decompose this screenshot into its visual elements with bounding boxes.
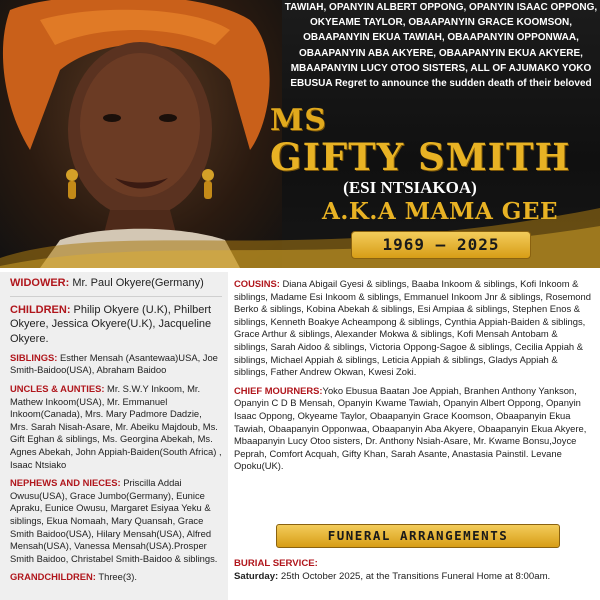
cousins-value: Diana Abigail Gyesi & siblings, Baaba Inkoom & siblings, Kofi Inkoom & siblings, Madame Esi Inkoom & siblings, Emmanuel Inkoom Jnr & siblings, Rosemond Berko & siblings, Kobina Abekah & siblings, Esi Ampiaa & siblings, Stephen Enos & siblings, Kenneth Boakye Acheampong & siblings, Cynthia Appiah-Baiden & siblings, Grace Arthur & siblings, Alexander Mokwa & siblings, Kofi Mensah Antobam & siblings, Sarah Aidoo & siblings, Victoria Oppong-Sagoe & siblings, Cecilia Appiah & siblings, Michael Appiah & siblings, Leticia Appiah & siblings, Gladys Appiah & siblings, Father Andrew Okwan, Kwesi Zoki. (234, 278, 591, 378)
burial-service-label: BURIAL SERVICE: (234, 558, 318, 569)
burial-service-section (234, 557, 600, 583)
chief-mourners-label: CHIEF MOURNERS: (234, 384, 323, 396)
deceased-alias: (ESI NTSIAKOA) (343, 178, 477, 197)
chief-mourners-section (234, 385, 592, 473)
uncles-aunties-label: UNCLES & AUNTIES: (10, 383, 105, 394)
grandchildren-value: Three(3). (95, 571, 137, 583)
burial-details-text: 25th October 2025, at the Transitions Funeral Home at 8:00am. (278, 571, 551, 582)
cousins-section (234, 278, 592, 379)
children-section (10, 303, 222, 346)
divider (10, 296, 222, 297)
uncles-aunties-section (10, 383, 222, 471)
nephews-nieces-section (10, 477, 222, 565)
family-right-column (234, 272, 600, 479)
burial-service-details (234, 570, 600, 583)
burial-day: Saturday: (234, 571, 279, 582)
widower-value: Mr. Paul Okyere(Germany) (69, 277, 204, 289)
siblings-label: SIBLINGS: (10, 351, 58, 363)
grandchildren-section (10, 571, 222, 584)
widower-label: WIDOWER: (10, 277, 70, 289)
children-value: Philip Okyere (U.K), Philbert Okyere, Jessica Okyere(U.K), Jacqueline Okyere. (10, 304, 212, 345)
deceased-name: GIFTY SMITH (270, 135, 571, 179)
children-label: CHILDREN: (10, 304, 71, 317)
siblings-value: Esther Mensah (Asantewaa)USA, Joe Smith-Baidoo(USA), Abraham Baidoo (10, 351, 218, 376)
deceased-aka: A.K.A MAMA GEE (321, 198, 559, 225)
nephews-nieces-value: Priscilla Addai Owusu(USA), Grace Jumbo(Germany), Eunice Apraku, Eunice Owusu, Margaret Esiyaa Yeku & siblings, Ekua Nomaah, Mary Quansah, Grace Smith Baidoo(USA), Hilary Mensah(USA), Alfred Mensah(USA), Vanessa Mensah(USA).Prosper Smith Baidoo, Christabel Smith-Baidoo & siblings. (10, 477, 218, 564)
chief-mourners-value: Yoko Ebusua Baatan Joe Appiah, Branhen Anthony Yankson, Opanyin C D B Mensah, Opanyin Kwame Tawiah, Opanyin Albert Oppong, Opanyin Isaac Oppong, Okyeame Taylor, Obaapanyin Grace Koomson, Obaapanyin Ekua Tawiah, Obaapanyin Opponwaa, Obaapanyin Aba Akyere, Obaapanyin Ekua Akyere, Mbaapanyin Lucy Otoo sisters, Dr. Anthony Nsiah-Asare, Mr. Kwame Bonsu,Joyce Peprah, Comfort Acquah, Gifty Khan, Sarah Asante, Anastasia Painstil. Levane Opoku(UK). (234, 384, 587, 472)
cousins-label: COUSINS: (234, 278, 280, 289)
life-years-badge: 1969 – 2025 (351, 231, 531, 259)
title-prefix: MS (270, 103, 327, 138)
siblings-section (10, 352, 222, 377)
grandchildren-label: GRANDCHILDREN: (10, 571, 96, 583)
nephews-nieces-label: NEPHEWS AND NIECES: (10, 477, 121, 489)
widower-section (10, 276, 222, 290)
uncles-aunties-value: Mr. S.W.Y Inkoom, Mr. Mathew Inkoom(USA), Mr. Emmanuel Inkoom(Canada), Mrs. Mary Padmore Dadzie, Mrs. Sarah Nisah-Asare, Mr. Abeiku Majdoub, Ms. Gift Eghan & siblings, Ms. Georgina Abekah, Ms. Agnes Abekah, John Appiah-Baiden(South Africa) , Isaac Ntsiako (10, 383, 222, 470)
funeral-arrangements-heading: FUNERAL ARRANGEMENTS (276, 524, 560, 548)
announcement-intro: TAWIAH, OPANYIN ALBERT OPPONG, OPANYIN ISAAC OPPONG, OKYEAME TAYLOR, OBAAPANYIN GRACE KOOMSON, OBAAPANYIN EKUA TAWIAH, OBAAPANYIN OPPONWAA, OBAAPANYIN ABA AKYERE, OBAAPANYIN EKUA AKYERE, MBAAPANYIN LUCY OTOO SISTERS, ALL OF AJUMAKO YOKO EBUSUA Regret to announce the sudden death of their beloved (284, 2, 598, 90)
header-banner (0, 0, 600, 268)
family-left-column (0, 272, 228, 600)
